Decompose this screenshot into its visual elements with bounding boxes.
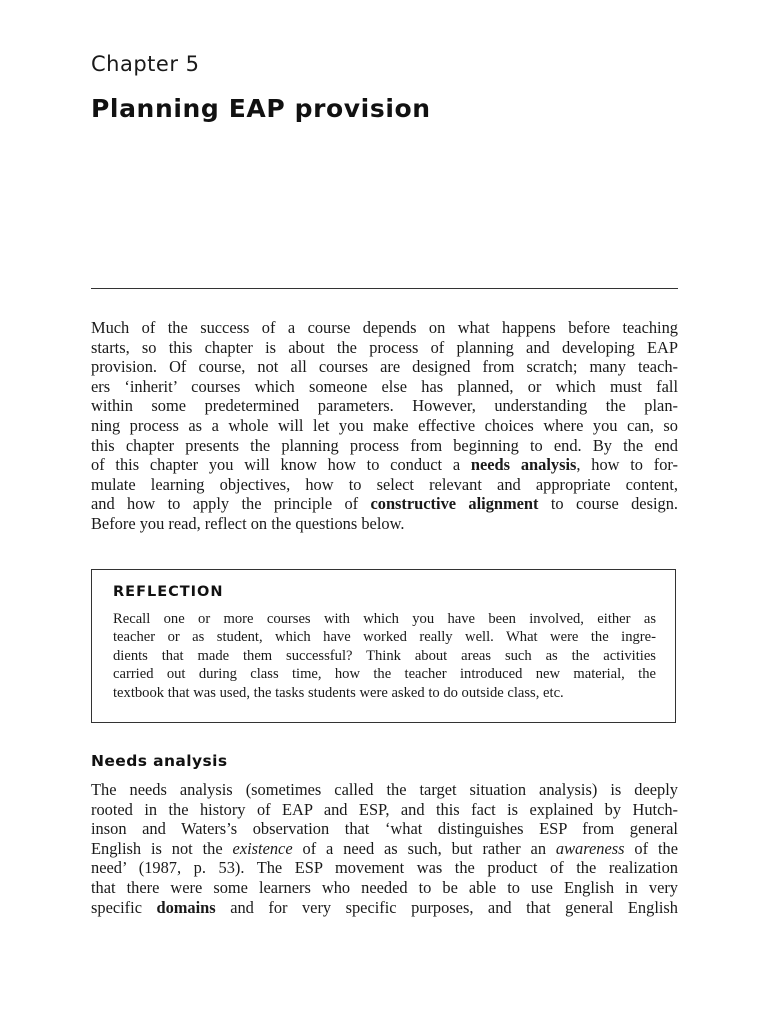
title-divider — [91, 288, 678, 289]
paragraph-line: need’ (1987, p. 53). The ESP movement was the product of the realization — [91, 858, 678, 878]
intro-line: Before you read, reflect on the questions below. — [91, 513, 405, 533]
intro-line — [91, 455, 678, 475]
intro-line: mulate learning objectives, how to select relevant and appropriate content, — [91, 474, 678, 494]
reflection-line: dients that made them successful? Think about areas such as the activities — [113, 647, 656, 664]
intro-line — [91, 494, 678, 514]
key-term-constructive-alignment: constructive alignment — [370, 494, 539, 514]
paragraph-text-segment: of the — [624, 838, 678, 858]
intro-line: within some predetermined parameters. However, understanding the plan- — [91, 396, 678, 416]
emphasis-awareness: awareness — [555, 838, 625, 858]
emphasis-existence: existence — [232, 838, 293, 858]
paragraph-text-segment: of a need as such, but rather an — [292, 838, 556, 858]
paragraph-text-segment: and for very specific purposes, and that general English — [215, 897, 678, 917]
chapter-title: Planning EAP provision — [91, 94, 431, 123]
intro-line: ning process as a whole will let you make effective choices where you can, so — [91, 415, 678, 435]
key-term-needs-analysis: needs analysis — [470, 455, 577, 475]
reflection-line: carried out during class time, how the teacher introduced new material, the — [113, 666, 656, 683]
section-heading-needs-analysis: Needs analysis — [91, 752, 228, 770]
intro-line: starts, so this chapter is about the process of planning and developing EAP — [91, 337, 678, 357]
intro-paragraph — [91, 318, 678, 534]
reflection-text — [113, 610, 656, 702]
intro-line: ers ‘inherit’ courses which someone else has planned, or which must fall — [91, 376, 678, 396]
key-term-domains: domains — [156, 897, 216, 917]
paragraph-text-segment: specific — [91, 897, 157, 917]
intro-text-segment: and how to apply the principle of — [91, 494, 371, 514]
intro-line: provision. Of course, not all courses are designed from scratch; many teach- — [91, 357, 678, 377]
paragraph-line — [91, 839, 678, 859]
paragraph-line: The needs analysis (sometimes called the target situation analysis) is deeply — [91, 780, 678, 799]
paragraph-line: that there were some learners who needed to be able to use English in very — [91, 877, 678, 897]
reflection-box — [91, 569, 676, 723]
paragraph-line: inson and Waters’s observation that ‘what distinguishes ESP from general — [91, 819, 678, 839]
intro-line: Much of the success of a course depends on what happens before teaching — [91, 318, 678, 337]
intro-text-segment: to course design. — [538, 494, 678, 514]
intro-text-segment: of this chapter you will know how to conduct a — [91, 455, 471, 475]
reflection-line: teacher or as student, which have worked really well. What were the ingre- — [113, 629, 656, 646]
reflection-heading: REFLECTION — [113, 584, 224, 600]
reflection-line: Recall one or more courses with which you have been involved, either as — [113, 611, 656, 627]
needs-analysis-paragraph — [91, 780, 678, 917]
intro-line: this chapter presents the planning process from beginning to end. By the end — [91, 435, 678, 455]
paragraph-line: rooted in the history of EAP and ESP, and this fact is explained by Hutch- — [91, 799, 678, 819]
chapter-number: Chapter 5 — [91, 52, 200, 76]
paragraph-line — [91, 898, 678, 918]
intro-text-segment: , how to for- — [576, 455, 679, 475]
reflection-line: textbook that was used, the tasks students were asked to do outside class, etc. — [113, 684, 564, 701]
paragraph-text-segment: English is not the — [91, 838, 233, 858]
